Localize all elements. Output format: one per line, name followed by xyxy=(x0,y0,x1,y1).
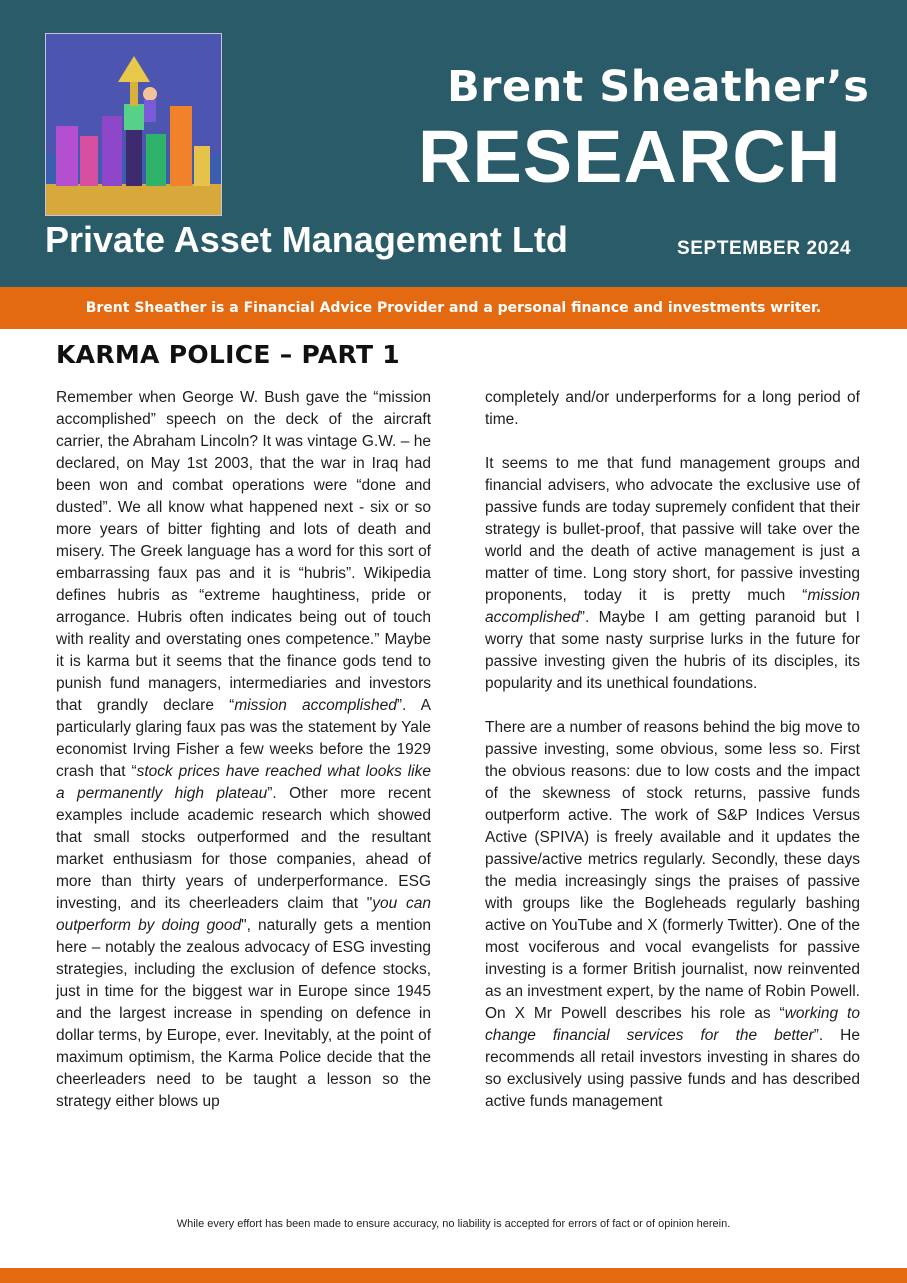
article-column-right xyxy=(485,387,860,1135)
tagline-text: Brent Sheather is a Financial Advice Provider and a personal finance and investments writer. xyxy=(85,300,822,316)
disclaimer: While every effort has been made to ensure accuracy, no liability is accepted for errors of fact or of opinion herein. xyxy=(176,1218,731,1230)
article-column-left xyxy=(56,387,431,1135)
tagline-banner xyxy=(0,287,907,329)
issue-date: SEPTEMBER 2024 xyxy=(677,238,852,259)
logo-illustration xyxy=(45,33,222,216)
paragraph: It seems to me that fund management groups and financial advisers, who advocate the exclusive use of passive funds are today supremely confident that their strategy is bullet-proof, that passive will take over the world and the death of active management is just a matter of time. Long story short, for passive investing proponents, today it is pretty much “mission accomplished”. Maybe I am getting paranoid but I worry that some nasty surprise lurks in the future for passive investing given the hubris of its disciples, its popularity and its unethical foundations. xyxy=(485,455,860,692)
brand-title: RESEARCH xyxy=(418,115,842,198)
company-name: Private Asset Management Ltd xyxy=(45,219,568,260)
article-title: KARMA POLICE – PART 1 xyxy=(56,340,400,369)
paragraph: completely and/or underperforms for a long period of time. xyxy=(485,389,860,428)
footer-bar xyxy=(0,1268,907,1283)
masthead xyxy=(0,0,907,287)
brand-name: Brent Sheather’s xyxy=(447,62,870,112)
paragraph: There are a number of reasons behind the big move to passive investing, some obvious, some less so. First the obvious reasons: due to low costs and the impact of the skewness of stock returns, passive funds outperform active. The work of S&P Indices Versus Active (SPIVA) is freely available and it updates the passive/active metrics regularly. Secondly, these days the media increasingly sings the praises of passive with groups like the Bogleheads regularly bashing active on YouTube and X (formerly Twitter). One of the most vociferous and vocal evangelists for passive investing is a former British journalist, now reinvented as an investment expert, by the name of Robin Powell. On X Mr Powell describes his role as “working to change financial services for the better”. He recommends all retail investors investing in shares do so exclusively using passive funds and has described active funds management xyxy=(485,719,860,1110)
paragraph: Remember when George W. Bush gave the “mission accomplished” speech on the deck of the aircraft carrier, the Abraham Lincoln? It was vintage G.W. – he declared, on May 1st 2003, that the war in Iraq had been won and combat operations were “done and dusted”. We all know what happened next - six or so more years of bitter fighting and lots of death and misery. The Greek language has a word for this sort of embarrassing faux pas and it is “hubris”. Wikipedia defines hubris as “extreme haughtiness, pride or arrogance. Hubris often indicates being out of touch with reality and overstating ones competence.” Maybe it is karma but it seems that the finance gods tend to punish fund managers, intermediaries and investors that grandly declare “mission accomplished”. A particularly glaring faux pas was the statement by Yale economist Irving Fisher a few weeks before the 1929 crash that “stock prices have reached what looks like a permanently high plateau”. Other more recent examples include academic research which showed that small stocks outperformed and the resultant market enthusiasm for those companies, ahead of more than thirty years of underperformance. ESG investing, and its cheerleaders claim that "you can outperform by doing good", naturally gets a mention here – notably the zealous advocacy of ESG investing strategies, including the exclusion of defence stocks, just in time for the biggest war in Europe since 1945 and the largest increase in spending on defence in dollar terms, by Europe, ever. Inevitably, at the point of maximum optimism, the Karma Police decide that the cheerleaders need to be taught a lesson so the strategy either blows up xyxy=(56,389,432,1110)
rising-blocks-icon xyxy=(46,34,221,215)
